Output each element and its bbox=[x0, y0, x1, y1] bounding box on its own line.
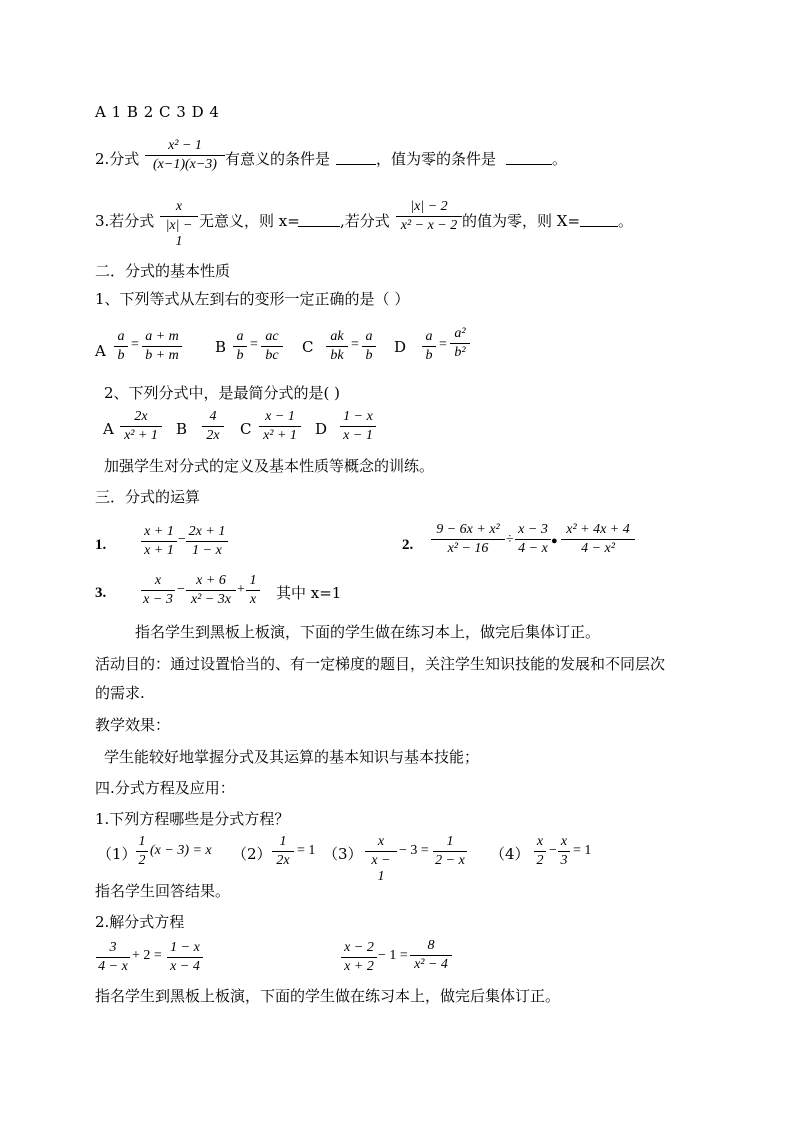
num: 1 bbox=[279, 834, 287, 849]
eq-1-tail: (x − 3) = x bbox=[150, 843, 212, 858]
equals: = bbox=[439, 337, 447, 352]
solve-a-fraction-2 bbox=[167, 940, 203, 975]
eq-2-fraction bbox=[272, 834, 294, 869]
option-d-label: D bbox=[315, 420, 328, 438]
minus: − bbox=[177, 582, 185, 597]
section-4-question-1: 1.下列方程哪些是分式方程？ bbox=[95, 810, 290, 828]
fraction-bar bbox=[365, 851, 397, 852]
eq-2-tail: = 1 bbox=[297, 843, 316, 858]
fraction-bar bbox=[450, 343, 470, 344]
option-d-right bbox=[450, 326, 470, 361]
fraction-bar bbox=[202, 426, 224, 427]
num: x − 3 bbox=[518, 522, 548, 537]
q3-mid1: 无意义，则 x= bbox=[199, 212, 300, 230]
fraction-bar bbox=[141, 541, 177, 542]
option-b-left bbox=[233, 329, 247, 364]
fraction-bar bbox=[422, 346, 436, 347]
paragraph-3: 教学效果： bbox=[95, 716, 171, 734]
num: a bbox=[117, 329, 125, 344]
paragraph-1: 指名学生到黑板上板演，下面的学生做在练习本上，做完后集体订正。 bbox=[135, 623, 601, 641]
den: b² bbox=[454, 345, 466, 360]
den: b bbox=[425, 348, 433, 363]
paragraph-5: 指名学生回答结果。 bbox=[95, 882, 231, 900]
den: x + 2 bbox=[344, 959, 374, 974]
q2-blank-2[interactable] bbox=[506, 150, 552, 165]
divide: ÷ bbox=[506, 532, 514, 547]
solve-b-fraction-1 bbox=[341, 940, 377, 975]
expr-3-f3 bbox=[246, 573, 260, 608]
fraction-bar bbox=[186, 590, 236, 591]
num: 8 bbox=[427, 938, 435, 953]
options-line: A 1 B 2 C 3 D 4 bbox=[95, 103, 220, 121]
q3-end: 。 bbox=[618, 212, 634, 230]
den: 3 bbox=[560, 853, 568, 868]
fraction-bar bbox=[145, 155, 225, 156]
den: x − 3 bbox=[143, 592, 173, 607]
num: 1 − x bbox=[170, 940, 200, 955]
fraction-bar bbox=[431, 539, 505, 540]
paragraph-6: 指名学生到黑板上板演，下面的学生做在练习本上，做完后集体订正。 bbox=[95, 987, 561, 1005]
plus: + bbox=[237, 582, 245, 597]
equals: = bbox=[250, 337, 258, 352]
den: bk bbox=[330, 348, 344, 363]
expr-3-number: 3. bbox=[95, 585, 107, 601]
eq-4-fraction-2 bbox=[558, 834, 570, 869]
section-4-heading: 四.分式方程及应用： bbox=[95, 779, 235, 797]
num: 1 bbox=[138, 834, 146, 849]
expr-2-f2 bbox=[515, 522, 551, 557]
expr-1-f1 bbox=[141, 524, 177, 559]
eq-4-label: （4） bbox=[490, 845, 530, 863]
q2-numerator: x² − 1 bbox=[168, 138, 202, 153]
num: x − 2 bbox=[344, 940, 374, 955]
eq-3-mid: − 3 = bbox=[399, 843, 429, 858]
option-a-left bbox=[114, 329, 128, 364]
fraction-bar bbox=[136, 851, 148, 852]
eq-2-label: （2） bbox=[232, 845, 272, 863]
q2-prefix: 2.分式 bbox=[95, 150, 140, 168]
q3-fraction-2 bbox=[396, 199, 462, 234]
fraction-bar bbox=[558, 851, 570, 852]
fraction-bar bbox=[534, 851, 546, 852]
den: 4 − x² bbox=[581, 541, 615, 556]
note-1: 加强学生对分式的定义及基本性质等概念的训练。 bbox=[104, 457, 435, 475]
q3-prefix: 3.若分式 bbox=[95, 212, 155, 230]
num: a bbox=[236, 329, 244, 344]
num: 9 − 6x + x² bbox=[436, 522, 500, 537]
q3-f1-numerator: x bbox=[175, 199, 183, 214]
den: x − 1 bbox=[371, 853, 391, 884]
eq-3-fraction-2 bbox=[433, 834, 467, 869]
option-b-fraction bbox=[202, 409, 224, 444]
num: a + m bbox=[145, 329, 179, 344]
den: x − 4 bbox=[170, 959, 200, 974]
fraction-bar bbox=[246, 590, 260, 591]
den: x² − 3x bbox=[190, 592, 232, 607]
eq-3-fraction-1 bbox=[365, 834, 397, 885]
den: b + m bbox=[145, 348, 179, 363]
paragraph-2a: 活动目的：通过设置恰当的、有一定梯度的题目，关注学生知识技能的发展和不同层次 bbox=[95, 655, 666, 673]
option-a-label: A bbox=[95, 342, 106, 360]
fraction-bar bbox=[120, 426, 162, 427]
section-2-question-1: 1、下列等式从左到右的变形一定正确的是（ ） bbox=[95, 290, 410, 308]
section-2-heading: 二．分式的基本性质 bbox=[95, 262, 231, 280]
num: x bbox=[560, 834, 568, 849]
q3-mid3: 的值为零，则 X= bbox=[462, 212, 581, 230]
fraction-bar bbox=[261, 346, 283, 347]
option-c-label: C bbox=[302, 338, 314, 356]
q2-blank-1[interactable] bbox=[336, 150, 376, 165]
expr-3-condition: 其中 x=1 bbox=[276, 584, 342, 602]
option-a-label: A bbox=[103, 420, 114, 438]
section-2-question-2: 2、下列分式中，是最简分式的是( ) bbox=[104, 384, 341, 402]
fraction-bar bbox=[141, 590, 175, 591]
solve-a-mid: + 2 = bbox=[132, 948, 162, 963]
paragraph-2b: 的需求. bbox=[95, 684, 145, 702]
q2-end: 。 bbox=[552, 150, 568, 168]
multiply-dot: ● bbox=[551, 535, 558, 547]
fraction-bar bbox=[362, 346, 376, 347]
option-d-fraction bbox=[340, 409, 376, 444]
num: x bbox=[536, 834, 544, 849]
num: x + 6 bbox=[196, 573, 226, 588]
solve-b-mid: − 1 = bbox=[378, 948, 408, 963]
den: 2 bbox=[138, 853, 146, 868]
den: 4 − x bbox=[98, 959, 128, 974]
paragraph-4: 学生能较好地掌握分式及其运算的基本知识与基本技能； bbox=[104, 748, 480, 766]
eq-4-fraction-1 bbox=[534, 834, 546, 869]
q2-fraction bbox=[145, 138, 225, 173]
den: b bbox=[365, 348, 373, 363]
minus: − bbox=[178, 532, 186, 547]
fraction-bar bbox=[340, 426, 376, 427]
fraction-bar bbox=[341, 957, 377, 958]
q3-f2-numerator: |x| − 2 bbox=[410, 199, 448, 214]
fraction-bar bbox=[410, 955, 452, 956]
q3-f2-denominator: x² − x − 2 bbox=[400, 218, 458, 233]
expr-1-f2 bbox=[186, 524, 228, 559]
option-c-left bbox=[326, 329, 348, 364]
expr-3-f1 bbox=[141, 573, 175, 608]
den: x² + 1 bbox=[263, 428, 297, 443]
den: 2x bbox=[276, 853, 290, 868]
fraction-bar bbox=[515, 539, 551, 540]
section-3-heading: 三．分式的运算 bbox=[95, 488, 201, 506]
den: x − 1 bbox=[343, 428, 373, 443]
num: 2x + 1 bbox=[188, 524, 226, 539]
option-b-label: B bbox=[176, 420, 188, 438]
den: b bbox=[117, 348, 125, 363]
expr-2-number: 2. bbox=[402, 537, 414, 553]
num: ak bbox=[330, 329, 344, 344]
num: x² + 4x + 4 bbox=[566, 522, 630, 537]
option-c-label: C bbox=[240, 420, 252, 438]
num: 1 bbox=[446, 834, 454, 849]
fraction-bar bbox=[114, 346, 128, 347]
num: 3 bbox=[109, 940, 117, 955]
den: x² − 16 bbox=[447, 541, 489, 556]
fraction-bar bbox=[160, 216, 198, 217]
q2-denominator: (x−1)(x−3) bbox=[153, 157, 217, 172]
option-a-fraction bbox=[120, 409, 162, 444]
solve-b-fraction-2 bbox=[410, 938, 452, 973]
fraction-bar bbox=[326, 346, 348, 347]
fraction-bar bbox=[167, 957, 203, 958]
num: x bbox=[377, 834, 385, 849]
option-d-label: D bbox=[394, 338, 407, 356]
den: x bbox=[249, 592, 257, 607]
fraction-bar bbox=[142, 346, 182, 347]
fraction-bar bbox=[233, 346, 247, 347]
den: 4 − x bbox=[518, 541, 548, 556]
den: 2 − x bbox=[435, 853, 465, 868]
expr-2-f1 bbox=[431, 522, 505, 557]
num: 1 bbox=[249, 573, 257, 588]
num: a² bbox=[454, 326, 466, 341]
eq-1-label: （1） bbox=[97, 845, 137, 863]
den: 2 bbox=[536, 853, 544, 868]
num: a bbox=[425, 329, 433, 344]
expr-3-f2 bbox=[186, 573, 236, 608]
num: 2x bbox=[134, 409, 148, 424]
num: x − 1 bbox=[265, 409, 295, 424]
fraction-bar bbox=[186, 541, 228, 542]
equals: = bbox=[131, 337, 139, 352]
option-c-fraction bbox=[259, 409, 301, 444]
eq-4-tail: = 1 bbox=[573, 843, 592, 858]
eq-4-mid: − bbox=[549, 843, 557, 858]
den: x² + 1 bbox=[124, 428, 158, 443]
fraction-bar bbox=[433, 851, 467, 852]
num: 1 − x bbox=[343, 409, 373, 424]
option-b-label: B bbox=[215, 338, 227, 356]
eq-3-label: （3） bbox=[323, 845, 363, 863]
expr-1-number: 1. bbox=[95, 537, 107, 553]
q3-f1-denominator: |x| − 1 bbox=[165, 218, 193, 249]
den: bc bbox=[265, 348, 279, 363]
num: x bbox=[154, 573, 162, 588]
den: 1 − x bbox=[192, 543, 222, 558]
expr-2-f3 bbox=[561, 522, 635, 557]
num: ac bbox=[265, 329, 279, 344]
q3-mid2: ,若分式 bbox=[340, 212, 390, 230]
eq-1-fraction bbox=[136, 834, 148, 869]
section-4-question-2: 2.解分式方程 bbox=[95, 913, 185, 931]
fraction-bar bbox=[96, 957, 130, 958]
num: x + 1 bbox=[144, 524, 174, 539]
q3-blank-2[interactable] bbox=[580, 212, 618, 227]
fraction-bar bbox=[396, 216, 462, 217]
num: 4 bbox=[209, 409, 217, 424]
fraction-bar bbox=[259, 426, 301, 427]
fraction-bar bbox=[272, 851, 294, 852]
q3-fraction-1 bbox=[160, 199, 198, 250]
den: b bbox=[236, 348, 244, 363]
option-a-right bbox=[142, 329, 182, 364]
option-c-right bbox=[362, 329, 376, 364]
q2-mid2: ，值为零的条件是 bbox=[376, 150, 497, 168]
equals: = bbox=[351, 337, 359, 352]
den: 2x bbox=[206, 428, 220, 443]
q2-mid: 有意义的条件是 bbox=[225, 150, 331, 168]
den: x + 1 bbox=[144, 543, 174, 558]
q3-blank-1[interactable] bbox=[298, 212, 340, 227]
option-d-left bbox=[422, 329, 436, 364]
fraction-bar bbox=[561, 539, 635, 540]
option-b-right bbox=[261, 329, 283, 364]
num: a bbox=[365, 329, 373, 344]
solve-a-fraction-1 bbox=[96, 940, 130, 975]
den: x² − 4 bbox=[414, 957, 448, 972]
